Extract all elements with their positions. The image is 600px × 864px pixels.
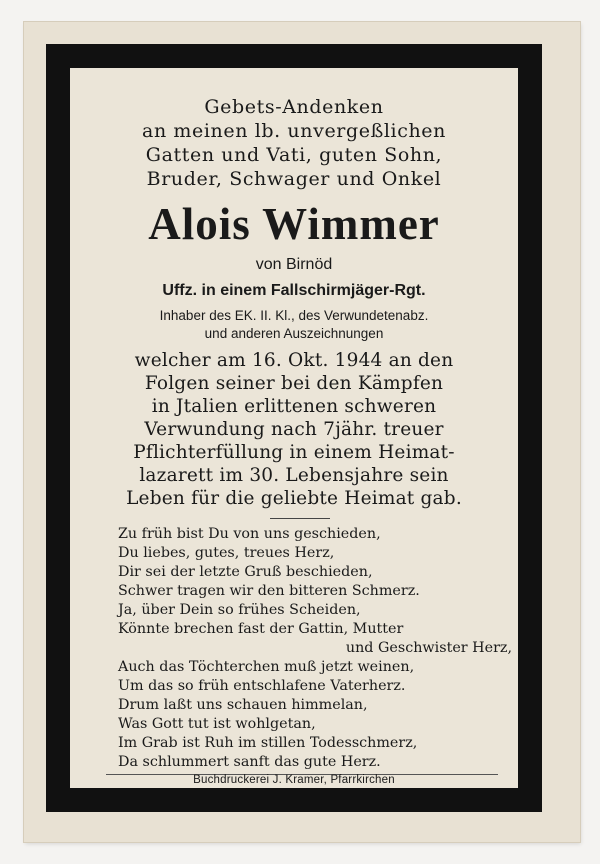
poem-line-3: Dir sei der letzte Gruß beschieden,	[118, 564, 373, 580]
deceased-name: Alois Wimmer	[148, 199, 440, 249]
awards-line-1: Inhaber des EK. II. Kl., des Verwundetenabz.	[159, 308, 429, 323]
intro-line-4: Bruder, Schwager und Onkel	[146, 168, 442, 190]
body-line-5: Pflichterfüllung in einem Heimat-	[133, 442, 455, 463]
intro-line-2: an meinen lb. unvergeßlichen	[142, 120, 446, 142]
poem-line-8: Auch das Töchterchen muß jetzt weinen,	[118, 659, 415, 675]
body-line-7: Leben für die geliebte Heimat gab.	[126, 488, 462, 509]
poem-line-11: Was Gott tut ist wohlgetan,	[118, 716, 316, 732]
section-divider	[270, 518, 330, 519]
body-line-6: lazarett im 30. Lebensjahre sein	[139, 465, 449, 486]
poem-line-4: Schwer tragen wir den bitteren Schmerz.	[118, 583, 420, 599]
poem-line-9: Um das so früh entschlafene Vaterherz.	[118, 678, 406, 694]
body-line-4: Verwundung nach 7jähr. treuer	[144, 419, 444, 440]
printer-imprint: Buchdruckerei J. Kramer, Pfarrkirchen	[193, 774, 395, 786]
poem-line-2: Du liebes, gutes, treues Herz,	[118, 545, 335, 561]
birthplace: von Birnöd	[255, 256, 333, 273]
poem-line-10: Drum laßt uns schauen himmelan,	[118, 697, 368, 713]
military-rank: Uffz. in einem Fallschirmjäger-Rgt.	[162, 282, 426, 299]
intro-line-3: Gatten und Vati, guten Sohn,	[145, 144, 443, 166]
poem-line-13: Da schlummert sanft das gute Herz.	[118, 754, 381, 770]
body-line-2: Folgen seiner bei den Kämpfen	[144, 373, 444, 394]
body-line-1: welcher am 16. Okt. 1944 an den	[134, 350, 454, 371]
card-text-panel	[70, 68, 518, 788]
poem-line-6: Könnte brechen fast der Gattin, Mutter	[118, 621, 404, 637]
awards-line-2: und anderen Auszeichnungen	[204, 326, 384, 341]
body-line-3: in Jtalien erlittenen schweren	[151, 396, 437, 417]
poem-line-7: und Geschwister Herz,	[345, 640, 512, 656]
poem-line-5: Ja, über Dein so frühes Scheiden,	[118, 602, 361, 618]
intro-line-1: Gebets-Andenken	[204, 96, 384, 118]
poem-line-12: Im Grab ist Ruh im stillen Todesschmerz,	[118, 735, 418, 751]
poem-line-1: Zu früh bist Du von uns geschieden,	[118, 526, 381, 542]
